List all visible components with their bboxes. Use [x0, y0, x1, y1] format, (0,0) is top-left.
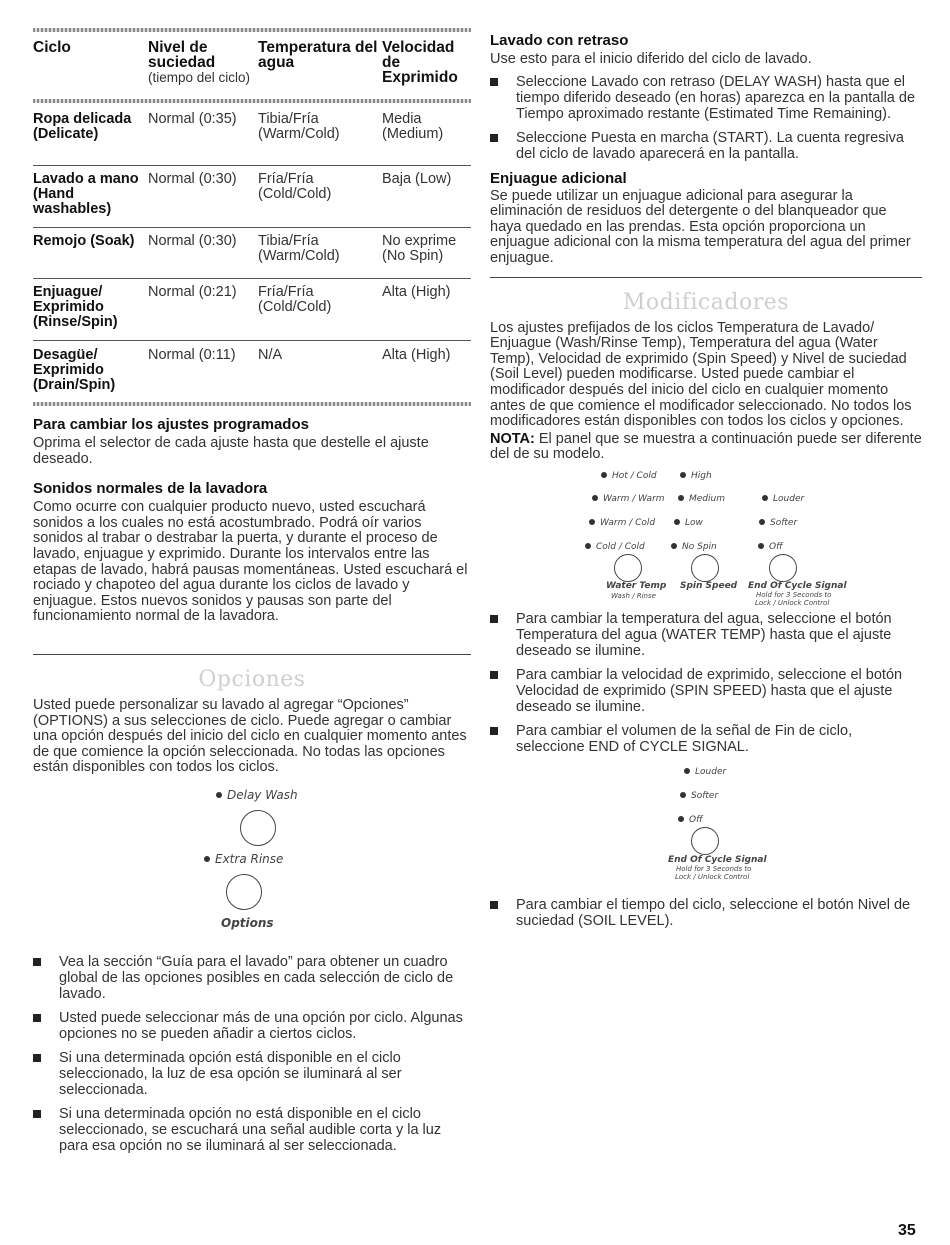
- retraso-list: [490, 74, 922, 162]
- signal-option-light: Softer: [759, 518, 797, 528]
- soil-level-list: [490, 897, 922, 929]
- row-speed: Alta (High): [382, 346, 451, 363]
- sonidos-heading: Sonidos normales de la lavadora: [33, 480, 268, 498]
- row-soil: Normal (0:21): [148, 283, 237, 300]
- left-column: [33, 28, 471, 1162]
- row-cycle: Ropa delicada (Delicate): [33, 111, 132, 142]
- signal-option-light: Softer: [680, 791, 718, 801]
- spin-option-light: Medium: [678, 494, 725, 504]
- signal-sub2: Lock / Unlock Control: [675, 872, 750, 881]
- nota-label: NOTA:: [490, 430, 535, 447]
- row-speed: No exprime (No Spin): [382, 232, 457, 264]
- table-top-rule: [33, 28, 471, 32]
- indicator-dot-icon: [684, 768, 690, 774]
- signal-option-light: Off: [758, 542, 783, 552]
- list-item: Para cambiar el volumen de la señal de Fin de ciclo, seleccione END of CYCLE SIGNAL.: [490, 723, 922, 755]
- opciones-rule: [33, 654, 471, 655]
- page-number: 35: [898, 1222, 916, 1239]
- indicator-dot-icon: [680, 792, 686, 798]
- col-header-speed: Velocidad de Exprimido: [382, 39, 458, 86]
- col-header-cycle: Ciclo: [33, 39, 71, 56]
- table-header-row: [33, 40, 471, 85]
- row-soil: Normal (0:35): [148, 111, 237, 127]
- temp-option-light: Warm / Cold: [589, 518, 655, 528]
- signal-panel: [490, 765, 922, 883]
- indicator-dot-icon: [671, 543, 677, 549]
- signal-option-light: Off: [678, 815, 703, 825]
- col-header-soil: Nivel de suciedad (tiempo del ciclo): [148, 39, 251, 85]
- delay-wash-button[interactable]: [240, 810, 276, 846]
- spin-speed-button[interactable]: [691, 554, 719, 582]
- water-temp-sub: Wash / Rinse: [611, 591, 656, 600]
- indicator-dot-icon: [759, 519, 765, 525]
- temp-option-light: Cold / Cold: [585, 542, 645, 552]
- nota-body: El panel que se muestra a continuación puede ser diferente del de su modelo.: [490, 430, 922, 463]
- list-item: Para cambiar el tiempo del ciclo, seleccione el botón Nivel de suciedad (SOIL LEVEL).: [490, 897, 922, 929]
- opciones-intro: Usted puede personalizar su lavado al agregar “Opciones” (OPTIONS) a sus selecciones de ciclo. Puede agregar o cambiar una opción después del inicio del ciclo en cualquier momento antes de que comience la opción seleccionada. No todas las opciones están disponibles con todos los ciclos.: [33, 696, 467, 776]
- water-temp-label: Water Temp: [606, 580, 667, 591]
- indicator-dot-icon: [758, 543, 764, 549]
- signal-sub1: Hold for 3 Seconds to: [676, 864, 752, 873]
- indicator-dot-icon: [674, 519, 680, 525]
- list-item: Si una determinada opción está disponible en el ciclo seleccionado, la luz de esa opción se iluminará al ser seleccionada.: [33, 1050, 471, 1098]
- row-temp: Tibia/Fría (Warm/Cold): [258, 111, 340, 142]
- signal-option-light: Louder: [762, 494, 804, 504]
- list-item: Si una determinada opción no está disponible en el ciclo seleccionado, se escuchará una señal audible corta y la luz para esa opción no se iluminará al ser seleccionada.: [33, 1106, 471, 1154]
- cambiar-heading: Para cambiar los ajustes programados: [33, 416, 309, 433]
- table-row: [33, 165, 471, 227]
- indicator-dot-icon: [204, 856, 210, 862]
- indicator-dot-icon: [678, 495, 684, 501]
- indicator-dot-icon: [592, 495, 598, 501]
- row-speed: Baja (Low): [382, 170, 452, 187]
- enjuague-text: Se puede utilizar un enjuague adicional para asegurar la eliminación de residuos del detergente o del blanqueador que haya quedado en las prendas. Esta opción proporciona un enjuague adicional con la misma temperatura del agua del primer enjuague.: [490, 187, 911, 266]
- col-header-temp: Temperatura del agua: [258, 39, 378, 71]
- indicator-dot-icon: [762, 495, 768, 501]
- row-cycle: Remojo (Soak): [33, 232, 135, 249]
- signal-sub2: Lock / Unlock Control: [755, 598, 830, 607]
- row-soil: Normal (0:11): [148, 346, 236, 363]
- indicator-dot-icon: [585, 543, 591, 549]
- temp-option-light: Hot / Cold: [601, 471, 657, 481]
- row-cycle: Lavado a mano (Hand washables): [33, 170, 139, 217]
- modificadores-rule: [490, 277, 922, 278]
- list-item: Para cambiar la velocidad de exprimido, seleccione el botón Velocidad de exprimido (SPIN SPEED) hasta que el ajuste deseado se ilumine.: [490, 667, 922, 715]
- retraso-text: Use esto para el inicio diferido del ciclo de lavado.: [490, 51, 812, 67]
- indicator-dot-icon: [589, 519, 595, 525]
- signal-label: End Of Cycle Signal: [668, 854, 767, 865]
- row-soil: Normal (0:30): [148, 170, 237, 187]
- row-speed: Alta (High): [382, 283, 451, 300]
- modificadores-title: Modificadores: [622, 289, 790, 315]
- nota-text: [490, 432, 922, 463]
- indicator-dot-icon: [216, 792, 222, 798]
- signal-sub1: Hold for 3 Seconds to: [756, 590, 832, 599]
- signal-option-light: Louder: [684, 767, 726, 777]
- water-temp-button[interactable]: [614, 554, 642, 582]
- end-of-cycle-signal-button[interactable]: [691, 827, 719, 855]
- cycle-table-body: [33, 103, 471, 402]
- enjuague-heading: Enjuague adicional: [490, 169, 627, 187]
- row-cycle: Enjuague/ Exprimido (Rinse/Spin): [33, 283, 118, 330]
- table-row: [33, 103, 471, 165]
- list-item: Seleccione Puesta en marcha (START). La cuenta regresiva del ciclo de lavado aparecerá en la pantalla.: [490, 130, 922, 162]
- row-temp: Fría/Fría (Cold/Cold): [258, 283, 332, 315]
- spin-option-light: High: [680, 471, 712, 481]
- table-row: [33, 227, 471, 278]
- row-temp: N/A: [258, 346, 283, 363]
- right-column: [490, 28, 922, 937]
- indicator-dot-icon: [601, 472, 607, 478]
- row-temp: Fría/Fría (Cold/Cold): [258, 170, 332, 202]
- spin-speed-label: Spin Speed: [680, 580, 738, 591]
- spin-option-light: No Spin: [671, 542, 717, 552]
- modificadores-list: [490, 611, 922, 755]
- cambiar-text: Oprima el selector de cada ajuste hasta que destelle el ajuste deseado.: [33, 435, 429, 467]
- modificadores-intro: Los ajustes prefijados de los ciclos Temperatura de Lavado/ Enjuague (Wash/Rinse Temp), Temperatura del agua (Water Temp), Velocidad de exprimido (Spin Speed) y Nivel de suciedad (Soil Level) pueden modificarse. Usted puede cambiar el modificador después del inicio del ciclo en cualquier momento antes de que comience el modificador seleccionado. No todos los modificadores están disponibles con todos los ciclos y opciones.: [490, 319, 912, 430]
- options-panel: [33, 786, 471, 936]
- table-row: [33, 278, 471, 340]
- delay-wash-light: Delay Wash: [216, 788, 298, 802]
- list-item: Vea la sección “Guía para el lavado” para obtener un cuadro global de las opciones posibles en cada selección de ciclo de lavado.: [33, 954, 471, 1002]
- extra-rinse-button[interactable]: [226, 874, 262, 910]
- extra-rinse-light: Extra Rinse: [204, 852, 283, 866]
- list-item: Seleccione Lavado con retraso (DELAY WASH) hasta que el tiempo diferido deseado (en horas) aparezca en la pantalla de Tiempo aproximado restante (Estimated Time Remaining).: [490, 74, 922, 122]
- indicator-dot-icon: [678, 816, 684, 822]
- spin-option-light: Low: [674, 518, 703, 528]
- row-temp: Tibia/Fría (Warm/Cold): [258, 232, 340, 264]
- list-item: Para cambiar la temperatura del agua, seleccione el botón Temperatura del agua (WATER TEMP) hasta que el ajuste deseado se ilumine.: [490, 611, 922, 659]
- temp-option-light: Warm / Warm: [592, 494, 665, 504]
- opciones-list: [33, 954, 471, 1154]
- end-of-cycle-signal-button[interactable]: [769, 554, 797, 582]
- signal-label: End Of Cycle Signal: [748, 580, 847, 591]
- table-row: [33, 340, 471, 402]
- retraso-heading: Lavado con retraso: [490, 32, 629, 49]
- sonidos-text: Como ocurre con cualquier producto nuevo, usted escuchará sonidos a los cuales no está acostumbrado. Podrá oír varios sonidos al trabar o destrabar la puerta, y durante el proceso de lavado, enjuague y exprimido. Durante los intervalos entre las etapas de lavado, habrá pausas momentáneas. Usted escuchará el rociado y chapoteo del agua durante los ciclos de lavado y enjuague. Estos nuevos sonidos y pausas son parte del funcionamiento normal de la lavadora.: [33, 499, 468, 625]
- indicator-dot-icon: [680, 472, 686, 478]
- opciones-title: Opciones: [198, 666, 306, 692]
- cycle-table: [33, 40, 471, 85]
- table-bottom-rule: [33, 402, 471, 406]
- options-label: Options: [221, 915, 274, 930]
- modifier-panel: [490, 469, 922, 607]
- row-cycle: Desagüe/ Exprimido (Drain/Spin): [33, 346, 116, 393]
- list-item: Usted puede seleccionar más de una opción por ciclo. Algunas opciones no se pueden añadir a ciertos ciclos.: [33, 1010, 471, 1042]
- row-speed: Media (Medium): [382, 111, 444, 142]
- row-soil: Normal (0:30): [148, 232, 237, 249]
